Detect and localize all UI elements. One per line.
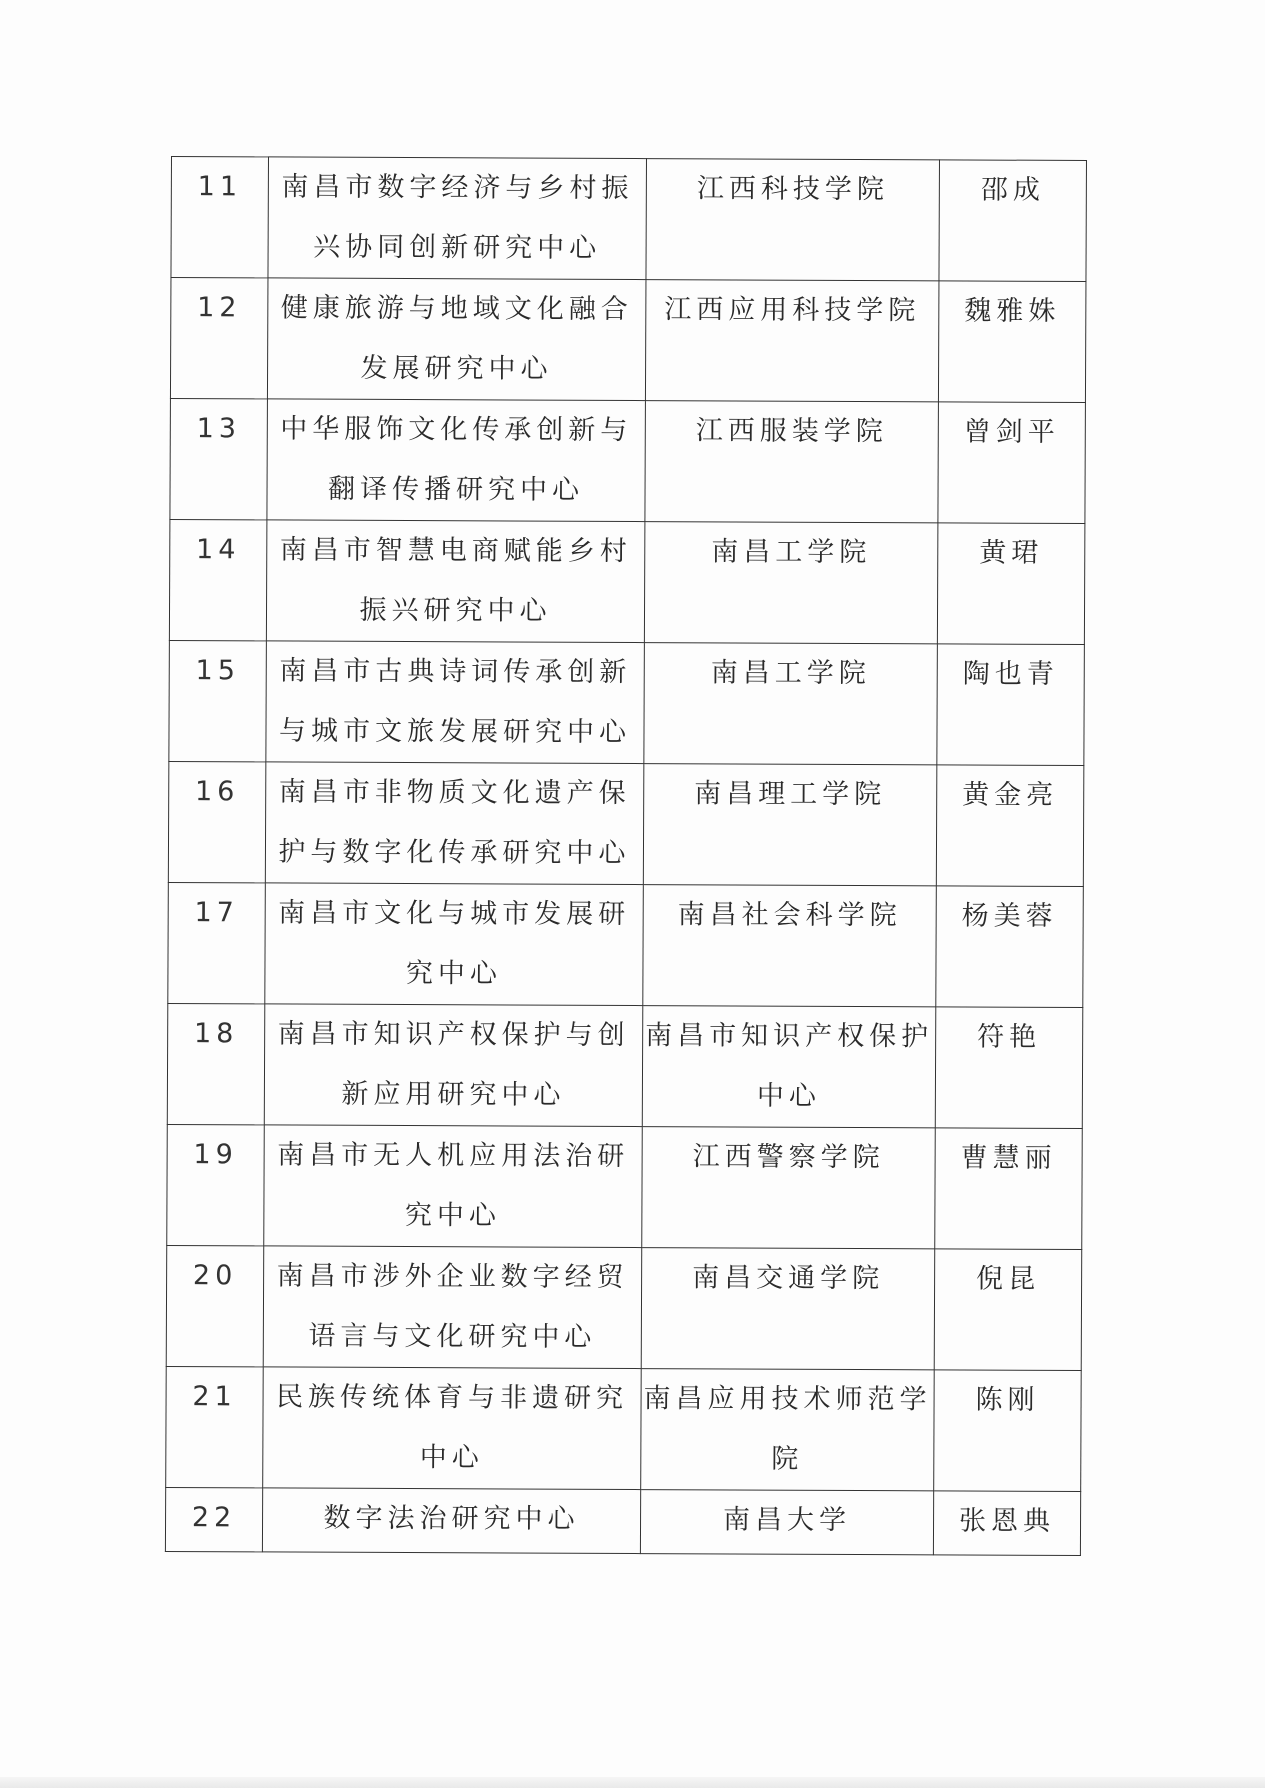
row-number: 21: [166, 1366, 264, 1487]
row-number: 18: [167, 1003, 265, 1124]
center-lead: 符艳: [935, 1007, 1083, 1129]
table-row: [166, 1245, 1082, 1370]
host-institution: 南昌交通学院: [641, 1248, 935, 1370]
center-lead: 黄珺: [937, 523, 1085, 645]
host-institution: 南昌工学院: [644, 522, 938, 644]
host-institution: 江西应用科技学院: [645, 280, 939, 402]
center-name: 南昌市数字经济与乡村振兴协同创新研究中心: [268, 157, 647, 280]
center-lead: 陶也青: [937, 644, 1085, 766]
center-name: 南昌市智慧电商赋能乡村振兴研究中心: [266, 520, 645, 643]
host-institution: 南昌理工学院: [643, 764, 937, 886]
host-institution: 南昌大学: [640, 1490, 933, 1555]
center-name: 民族传统体育与非遗研究中心: [263, 1367, 642, 1490]
host-institution: 南昌工学院: [644, 643, 938, 765]
host-institution: 江西服装学院: [645, 401, 939, 523]
host-institution: 江西科技学院: [646, 159, 940, 281]
host-institution: 江西警察学院: [642, 1127, 936, 1249]
center-lead: 曾剑平: [938, 402, 1086, 524]
host-institution: 南昌市知识产权保护中心: [642, 1006, 936, 1128]
table-row: [171, 157, 1087, 282]
row-number: 19: [167, 1124, 265, 1245]
row-number: 22: [165, 1487, 262, 1551]
table-row: [170, 278, 1086, 403]
research-center-table: [165, 156, 1087, 1556]
row-number: 20: [166, 1245, 264, 1366]
center-name: 南昌市知识产权保护与创新应用研究中心: [264, 1004, 643, 1127]
table-row: [167, 1003, 1083, 1128]
scan-edge: [0, 1777, 1265, 1788]
row-number: 13: [170, 398, 268, 519]
table-row: [165, 1487, 1080, 1555]
center-lead: 邵成: [939, 160, 1087, 282]
center-name: 数字法治研究中心: [262, 1488, 640, 1554]
center-name: 南昌市古典诗词传承创新与城市文旅发展研究中心: [266, 641, 645, 764]
table-row: [168, 761, 1084, 886]
center-lead: 黄金亮: [936, 765, 1084, 887]
table-row: [168, 882, 1084, 1007]
center-name: 南昌市涉外企业数字经贸语言与文化研究中心: [263, 1246, 642, 1369]
table-row: [170, 398, 1086, 523]
table-row: [169, 640, 1085, 765]
center-lead: 张恩典: [933, 1491, 1080, 1556]
center-lead: 倪昆: [934, 1249, 1082, 1371]
center-lead: 陈刚: [934, 1370, 1082, 1492]
row-number: 12: [170, 278, 268, 399]
row-number: 11: [171, 157, 269, 278]
center-lead: 杨美蓉: [936, 886, 1084, 1008]
center-lead: 魏雅姝: [938, 281, 1086, 403]
center-name: 健康旅游与地域文化融合发展研究中心: [267, 278, 646, 401]
center-name: 南昌市文化与城市发展研究中心: [265, 883, 644, 1006]
table-row: [167, 1124, 1083, 1249]
host-institution: 南昌社会科学院: [643, 885, 937, 1007]
host-institution: 南昌应用技术师范学院: [641, 1369, 935, 1491]
center-name: 中华服饰文化传承创新与翻译传播研究中心: [267, 399, 646, 522]
center-lead: 曹慧丽: [935, 1128, 1083, 1250]
center-name: 南昌市无人机应用法治研究中心: [264, 1125, 643, 1248]
row-number: 16: [168, 761, 266, 882]
center-name: 南昌市非物质文化遗产保护与数字化传承研究中心: [265, 762, 644, 885]
table-row: [169, 519, 1085, 644]
row-number: 15: [169, 640, 267, 761]
row-number: 17: [168, 882, 266, 1003]
row-number: 14: [169, 519, 267, 640]
table-row: [166, 1366, 1082, 1491]
